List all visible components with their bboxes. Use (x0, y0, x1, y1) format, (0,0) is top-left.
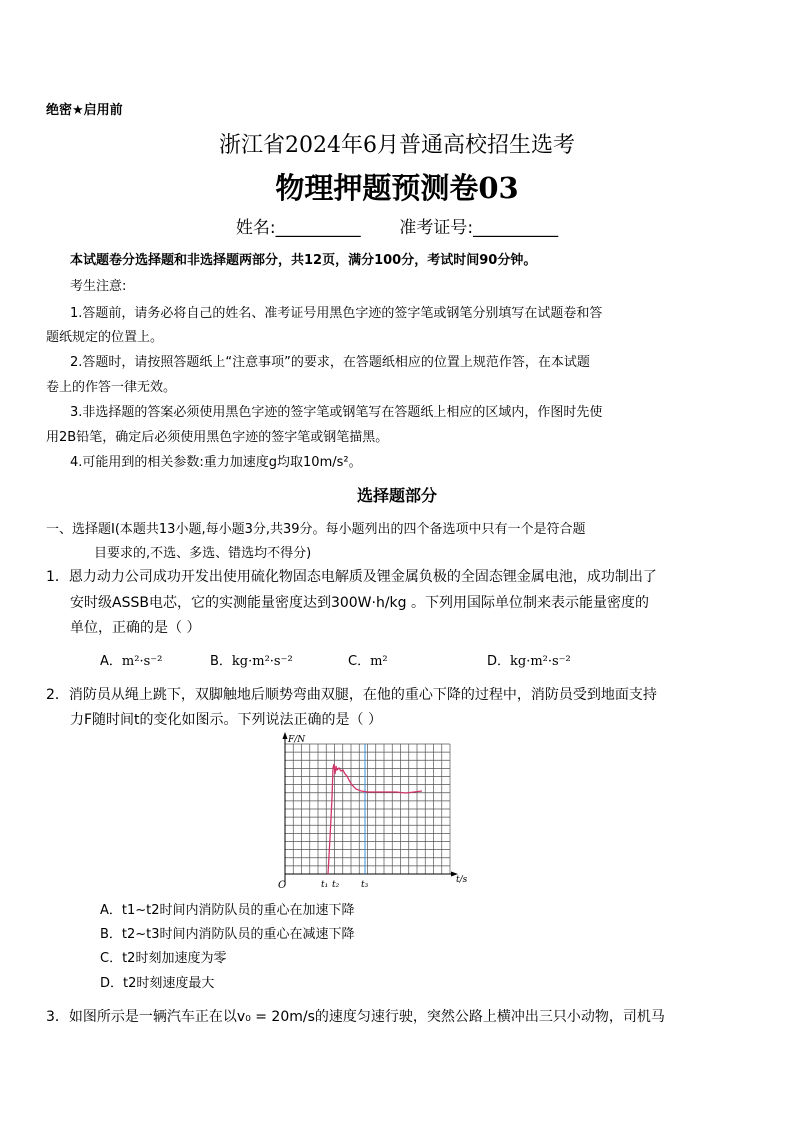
section-title: 选择题部分 (356, 486, 437, 505)
intro-text: 本试题卷分选择题和非选择题两部分，共12页，满分100分，考试时间90分钟。 (70, 253, 537, 268)
t1-label: t₁ (321, 880, 329, 890)
notice-item-1: 1.答题前，请务必将自己的姓名、准考证号用黑色字迹的签字笔或钢笔分别填写在试题卷和答 (70, 306, 603, 321)
q2-option-a[interactable]: A．t1~t2时间内消防队员的重心在加速下降 (100, 903, 355, 918)
force-time-graph (276, 730, 476, 892)
confidential-label: 绝密★启用前 (46, 103, 123, 118)
part-heading-cont: 目要求的,不选、多选、错选均不得分) (94, 546, 312, 561)
notice-item-4: 4.可能用到的相关参数:重力加速度g均取10m/s²。 (70, 455, 362, 470)
q1-option-a[interactable]: A．m²·s⁻² (100, 654, 163, 669)
origin-label: O (278, 880, 287, 891)
q1-stem: 1．恩力动力公司成功开发出使用硫化物固态电解质及锂金属负极的全固态锂金属电池，成功制出了 (46, 569, 657, 585)
name-field[interactable]: 姓名:__________ (235, 218, 361, 238)
q1-option-d[interactable]: D．kg·m²·s⁻² (487, 654, 571, 669)
q1-option-c[interactable]: C．m² (348, 654, 388, 669)
q2-option-b[interactable]: B．t2~t3时间内消防队员的重心在减速下降 (100, 927, 355, 942)
t2-label: t₂ (332, 880, 340, 890)
exam-id-field[interactable]: 准考证号:__________ (399, 218, 559, 238)
x-axis-label: t/s (456, 875, 468, 885)
q2-option-d[interactable]: D．t2时刻速度最大 (100, 976, 215, 991)
notice-title: 考生注意: (70, 279, 127, 294)
t3-label: t₃ (361, 880, 369, 890)
notice-item-1-cont: 题纸规定的位置上。 (46, 330, 164, 345)
notice-item-2-cont: 卷上的作答一律无效。 (46, 380, 177, 395)
y-axis-label: F/N (288, 735, 306, 745)
y-axis-arrow (283, 732, 288, 739)
q1-option-b[interactable]: B．kg·m²·s⁻² (210, 654, 293, 669)
exam-title: 浙江省2024年6月普通高校招生选考 (219, 133, 575, 158)
q2-stem-cont: 力F随时间t的变化如图示。下列说法正确的是（ ） (70, 712, 382, 728)
q3-stem: 3．如图所示是一辆汽车正在以v₀ = 20m/s的速度匀速行驶，突然公路上横冲出三只小动物，司机马 (46, 1009, 665, 1025)
q2-stem: 2．消防员从绳上跳下，双脚触地后顺势弯曲双腿，在他的重心下降的过程中，消防员受到地面支持 (46, 687, 657, 703)
notice-item-3: 3.非选择题的答案必须使用黑色字迹的签字笔或钢笔写在答题纸上相应的区域内，作图时先使 (70, 405, 603, 420)
part-heading: 一、选择题Ⅰ(本题共13小题,每小题3分,共39分。每小题列出的四个备选项中只有一个是符合题 (46, 522, 586, 537)
candidate-info-row (0, 213, 794, 238)
notice-item-3-cont: 用2B铅笔，确定后必须使用黑色字迹的签字笔或钢笔描黑。 (46, 430, 389, 445)
q1-stem-cont: 安时级ASSB电芯，它的实测能量密度达到300W·h/kg 。下列用国际单位制来表示能量密度的 (70, 595, 650, 611)
q2-option-c[interactable]: C．t2时刻加速度为零 (100, 951, 227, 966)
q1-stem-cont2: 单位，正确的是（ ） (70, 620, 201, 636)
notice-item-2: 2.答题时，请按照答题纸上“注意事项”的要求，在答题纸相应的位置上规范作答，在本试题 (70, 355, 590, 370)
paper-title: 物理押题预测卷03 (275, 171, 519, 205)
graph-grid (285, 744, 450, 874)
